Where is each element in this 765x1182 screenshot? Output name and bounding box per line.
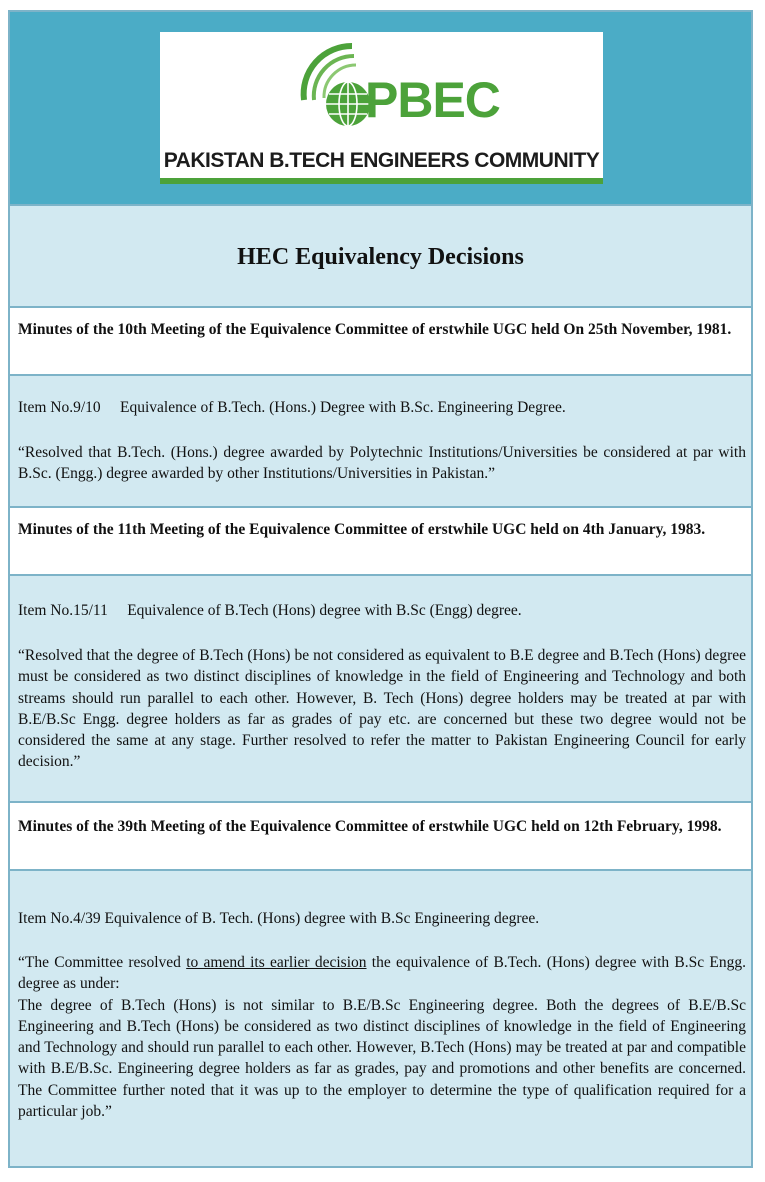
item-number: Item No.15/11	[18, 602, 108, 619]
divider	[10, 869, 751, 871]
item-title: Equivalence of B.Tech. (Hons.) Degree with B.Sc. Engineering Degree.	[120, 399, 566, 416]
item-number: Item No.9/10	[18, 399, 101, 416]
logo-wordmark: PBEC	[365, 72, 500, 128]
header-band	[10, 12, 751, 204]
section-heading-band	[10, 308, 751, 374]
item-line	[18, 600, 746, 621]
section-heading-band	[10, 508, 751, 574]
resolution-text: “Resolved that the degree of B.Tech (Hons) be not considered as equivalent to B.E degree and B.Tech (Hons) degree must be considered as two distinct disciplines of knowledge in the field of Engineering and Technology and both streams should run parallel to each other. However, B. Tech (Hons) degree holders may be treated at par with B.E/B.Sc Engg. degree holders as far as grades of pay etc. are concerned but these two degree would not be considered the same at any stage. Further resolved to refer the matter to Pakistan Engineering Council for early decision.”	[18, 647, 746, 771]
resolution-intro: “The Committee resolved	[18, 954, 187, 971]
pbec-logo	[160, 32, 603, 184]
divider	[10, 574, 751, 576]
resolution-text: “Resolved that B.Tech. (Hons.) degree awarded by Polytechnic Institutions/Universities be considered at par with B.Sc. (Engg.) degree awarded by other Institutions/Universities in Pakistan.”	[18, 444, 746, 483]
divider	[10, 204, 751, 206]
item-line	[18, 397, 746, 418]
logo-caption: PAKISTAN B.TECH ENGINEERS COMMUNITY	[163, 149, 600, 172]
resolution-body: The degree of B.Tech (Hons) is not similar to B.E/B.Sc Engineering degree. Both the degrees of B.E/B.Sc Engineering and B.Tech (Hons) be considered as two distinct disciplines of knowledge in the field of Engineering and Technology and should run parallel to each other. However, B.Tech (Hons) may be treated at par and compatible with B.E/B.Sc. Engineering degree holders as far as grades, pay and promotions and other benefits are concerned. The Committee further noted that it was up to the employer to determine the type of qualification required for a particular job.”	[18, 996, 746, 1121]
divider	[10, 374, 751, 376]
item-number: Item No.4/39	[18, 910, 101, 927]
resolution-text	[18, 952, 746, 1122]
item-title: Equivalence of B.Tech (Hons) degree with B.Sc (Engg) degree.	[127, 602, 522, 619]
section-heading: Minutes of the 10th Meeting of the Equivalence Committee of erstwhile UGC held On 25th November, 1981.	[18, 321, 732, 338]
item-title: Equivalence of B. Tech. (Hons) degree with B.Sc Engineering degree.	[104, 910, 540, 927]
resolution-intro-end: the equivalence of B.Tech. (Hons) degree with B.Sc Engg. degree as under:	[18, 954, 746, 993]
logo-underline	[160, 178, 603, 184]
item-line	[18, 908, 746, 929]
section-heading-band	[10, 803, 751, 869]
globe-icon	[290, 38, 370, 138]
section-heading: Minutes of the 11th Meeting of the Equivalence Committee of erstwhile UGC held on 4th January, 1983.	[18, 521, 706, 538]
page-title: HEC Equivalency Decisions	[237, 244, 524, 270]
document-frame	[8, 10, 753, 1168]
section-heading: Minutes of the 39th Meeting of the Equivalence Committee of erstwhile UGC held on 12th February, 1998.	[18, 818, 722, 835]
underlined-phrase: to amend its earlier decision	[186, 954, 367, 971]
